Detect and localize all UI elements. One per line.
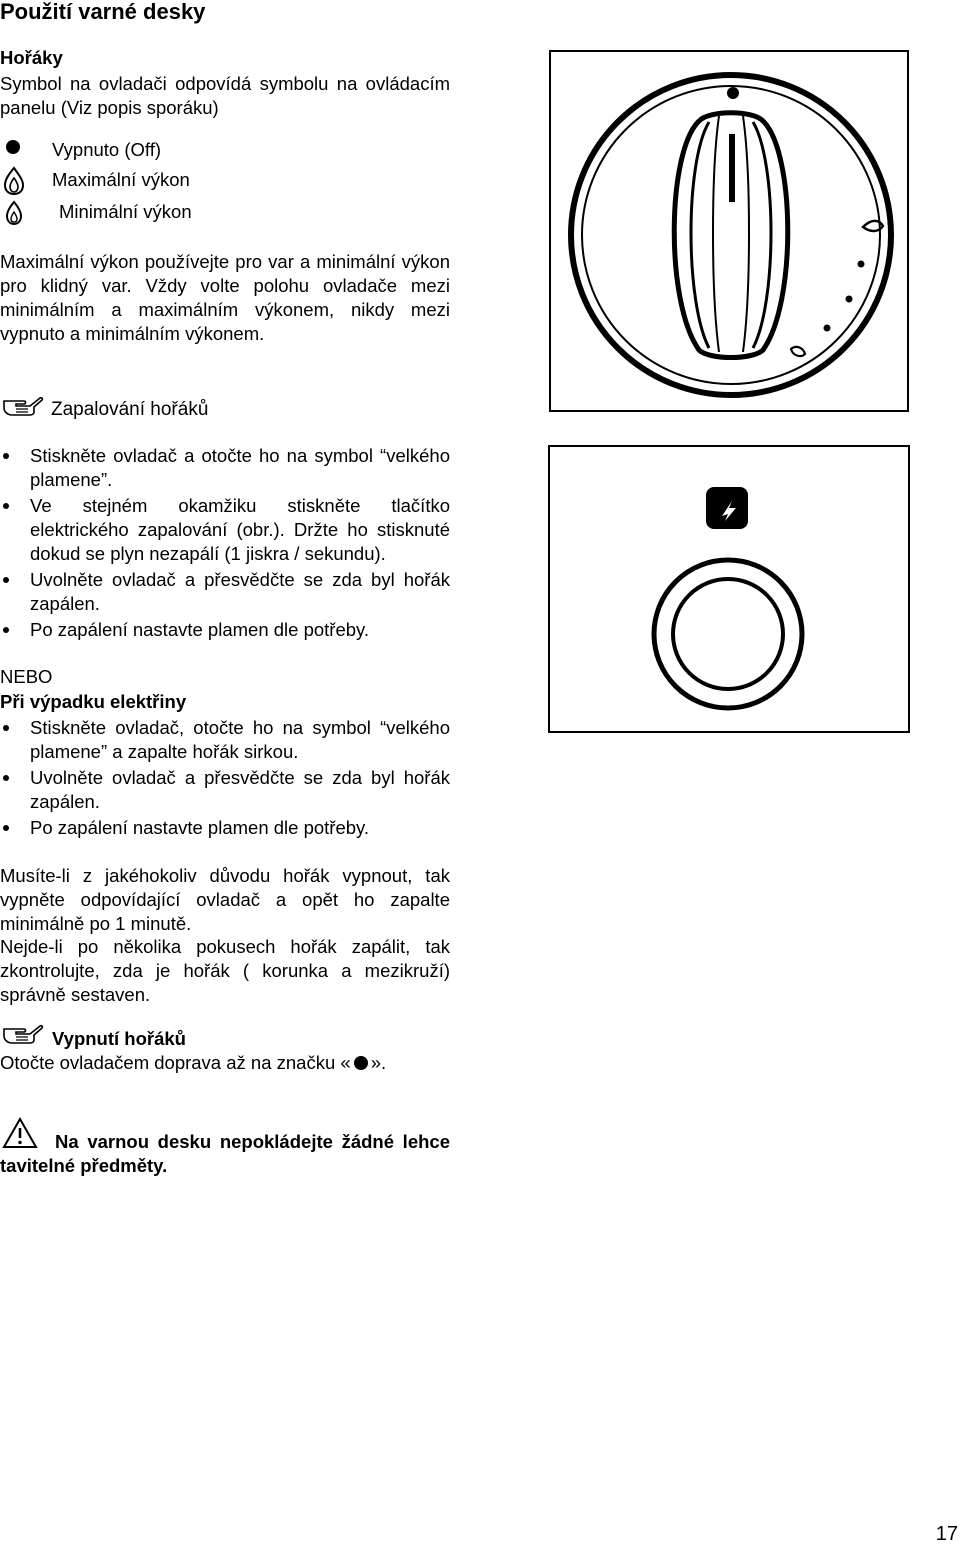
ignition-heading: Zapalování hořáků — [51, 399, 209, 420]
list-item: Uvolněte ovladač a přesvědčte se zda byl hořák zapálen. — [0, 766, 450, 814]
list-item: Po zapálení nastavte plamen dle potřeby. — [0, 618, 450, 642]
burners-usage-text: Maximální výkon používejte pro var a minimální výkon pro klidný var. Vždy volte polohu ovladače mezi minimálním a maximálním výkonem, nikdy mezi vypnuto a minimálním výkonem. — [0, 251, 450, 344]
knob-figure — [549, 50, 909, 412]
ignition-button-figure — [548, 445, 910, 733]
filled-dot-icon — [2, 136, 24, 164]
or-label: NEBO — [0, 666, 53, 687]
symbol-min-label: Minimální výkon — [59, 201, 192, 222]
list-item: Stiskněte ovladač, otočte ho na symbol “velkého plamene” a zapalte hořák sirkou. — [0, 716, 450, 764]
symbol-min-row — [0, 198, 450, 226]
burners-heading — [0, 46, 450, 70]
burners-heading-text: Hořáky — [0, 47, 63, 68]
list-item: Ve stejném okamžiku stiskněte tlačítko elektrického zapalování (obr.). Držte ho stisknuté dokud se plyn nezapálí (1 jiskra / sekundu). — [0, 494, 450, 566]
power-failure-heading: Při výpadku elektřiny — [0, 691, 187, 712]
symbol-off-label: Vypnuto (Off) — [52, 139, 161, 160]
list-item: Po zapálení nastavte plamen dle potřeby. — [0, 816, 450, 840]
relight-note: Musíte-li z jakéhokoliv důvodu hořák vypnout, tak vypněte odpovídající ovladač a opět ho zapalte minimálně po 1 minutě. — [0, 865, 450, 934]
ignition-button-illustration — [550, 447, 908, 731]
filled-dot-icon — [354, 1056, 368, 1070]
switch-off-text-after: ». — [370, 1052, 387, 1073]
ignition-steps — [0, 444, 450, 642]
small-flame-icon — [2, 198, 26, 232]
switch-off-text — [0, 1051, 460, 1075]
check-note: Nejde-li po několika pokusech hořák zapálit, tak zkontrolujte, zda je hořák ( korunka a mezikruží) správně sestaven. — [0, 936, 450, 1005]
switch-off-text-before: Otočte ovladačem doprava až na značku « — [0, 1052, 351, 1073]
warning-text: Na varnou desku nepokládejte žádné lehce tavitelné předměty. — [0, 1131, 450, 1176]
list-item: Stiskněte ovladač a otočte ho na symbol “velkého plamene”. — [0, 444, 450, 492]
switch-off-heading: Vypnutí hořáků — [52, 1028, 186, 1049]
knob-illustration — [551, 52, 907, 410]
pointing-hand-icon — [2, 392, 44, 422]
page-title: Použití varné desky — [0, 0, 206, 24]
large-flame-icon — [2, 166, 26, 202]
pointing-hand-icon — [2, 1020, 44, 1050]
page-number: 17 — [935, 1523, 958, 1545]
symbol-off-row — [0, 136, 450, 164]
power-failure-steps — [0, 716, 450, 840]
symbol-max-row — [0, 166, 450, 194]
list-item: Uvolněte ovladač a přesvědčte se zda byl hořák zapálen. — [0, 568, 450, 616]
burners-intro: Symbol na ovladači odpovídá symbolu na ovládacím panelu (Viz popis sporáku) — [0, 73, 450, 118]
symbol-max-label: Maximální výkon — [52, 169, 190, 190]
